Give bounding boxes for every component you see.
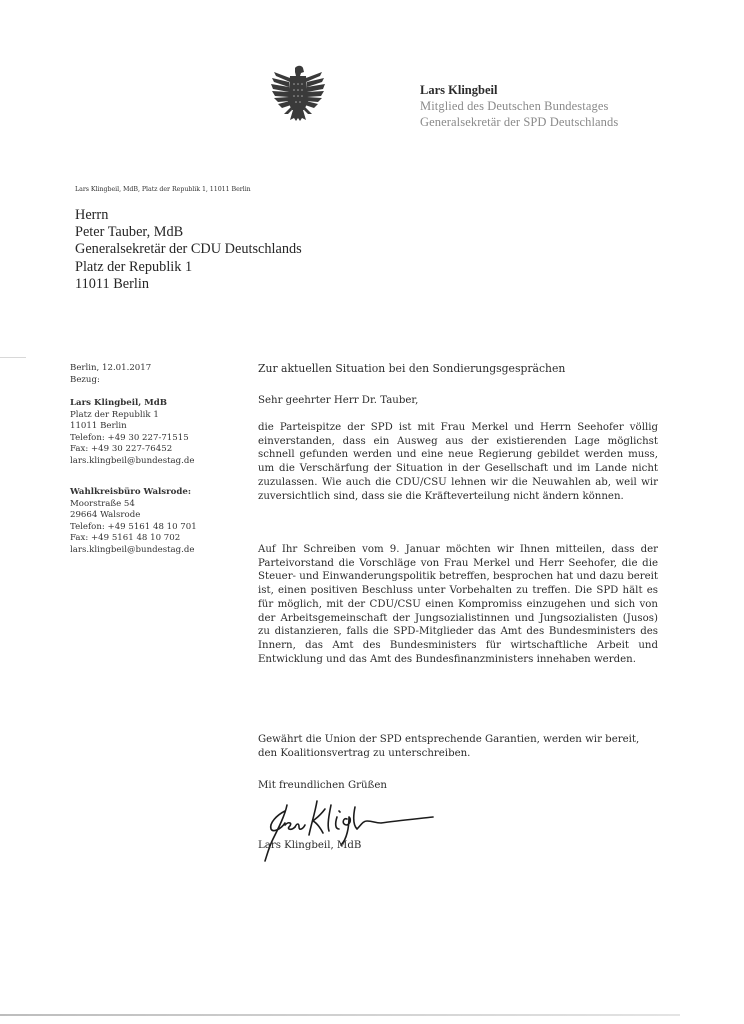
reference-label: Bezug: bbox=[70, 374, 100, 385]
letter-date: Berlin, 12.01.2017 bbox=[70, 363, 152, 373]
walsrode-office-block bbox=[70, 487, 197, 557]
walsrode-office-heading: Wahlkreisbüro Walsrode: bbox=[70, 487, 192, 497]
berlin-office-phone: Telefon: +49 30 227-71515 bbox=[70, 432, 189, 443]
letter-closing: Mit freundlichen Grüßen bbox=[258, 780, 387, 791]
letterhead-name: Lars Klingbeil bbox=[420, 83, 498, 97]
berlin-office-fax: Fax: +49 30 227-76452 bbox=[70, 444, 173, 455]
recipient-city: 11011 Berlin bbox=[75, 275, 149, 292]
recipient-street: Platz der Republik 1 bbox=[75, 258, 193, 275]
recipient-name: Peter Tauber, MdB bbox=[75, 224, 184, 241]
walsrode-office-phone: Telefon: +49 5161 48 10 701 bbox=[70, 521, 197, 532]
body-paragraph-2 bbox=[258, 543, 658, 666]
berlin-office-email: lars.klingbeil@bundestag.de bbox=[70, 455, 195, 466]
walsrode-office-street: Moorstraße 54 bbox=[70, 498, 135, 509]
berlin-office-city: 11011 Berlin bbox=[70, 421, 127, 432]
body-paragraph-3 bbox=[258, 733, 658, 760]
paragraph-text: die Parteispitze der SPD ist mit Frau Merkel und Herrn Seehofer völlig einverstanden, dass ein Ausweg aus der existierenden Lage möglichst schnell gefunden werden und eine neue Regierung gebildet werden muss, um die Verschärfung der Situation in der Gesellschaft und im Lande nicht zuzulassen. Wie auch die CDU/CSU lehnen wir die Neuwahlen ab, weil wir zuversichtlich sind, dass sie die Kräfteverteilung nicht ändern können. bbox=[258, 422, 658, 502]
letterhead-title-2: Generalsekretär der SPD Deutschlands bbox=[420, 115, 619, 129]
walsrode-office-email: lars.klingbeil@bundestag.de bbox=[70, 544, 195, 555]
recipient-salutation: Herrn bbox=[75, 207, 109, 223]
date-reference-block bbox=[70, 363, 151, 386]
handwritten-signature-icon bbox=[255, 795, 445, 865]
federal-eagle-icon bbox=[270, 64, 326, 124]
recipient-address bbox=[75, 207, 302, 293]
berlin-office-street: Platz der Republik 1 bbox=[70, 409, 159, 420]
sender-return-address: Lars Klingbeil, MdB, Platz der Republik 1, 11011 Berlin bbox=[75, 186, 251, 193]
walsrode-office-city: 29664 Walsrode bbox=[70, 510, 141, 521]
letterhead-title-1: Mitglied des Deutschen Bundestages bbox=[420, 99, 609, 113]
letter-subject: Zur aktuellen Situation bei den Sondierungsgesprächen bbox=[258, 362, 566, 375]
walsrode-office-fax: Fax: +49 5161 48 10 702 bbox=[70, 533, 181, 544]
letter-salutation: Sehr geehrter Herr Dr. Tauber, bbox=[258, 395, 419, 406]
scan-edge-line bbox=[0, 1014, 680, 1016]
paragraph-text: Auf Ihr Schreiben vom 9. Januar möchten wir Ihnen mitteilen, dass der Parteivorstand die Vorschläge von Frau Merkel und Herr Seehofer, die die Steuer- und Einwanderungspolitik betreffen, besprochen hat und dazu bereit ist, einen positiven Beschluss unter Vorbehalten zu treffen. Die SPD hält es für möglich, mit der CDU/CSU einen Kompromiss einzugehen und sich von der Arbeitsgemeinschaft der Jungsozialistinnen und Jungsozialisten (Jusos) zu distanzieren, falls die SPD-Mitglieder das Amt des Bundesministers des Innern, das Amt des Bundesministers für wirtschaftliche Arbeit und Entwicklung und das Amt des Bundesfinanzministers innehaben werden. bbox=[258, 544, 658, 665]
signatory-name: Lars Klingbeil, MdB bbox=[258, 840, 362, 851]
berlin-office-heading: Lars Klingbeil, MdB bbox=[70, 398, 167, 408]
berlin-office-block bbox=[70, 398, 195, 468]
recipient-title: Generalsekretär der CDU Deutschlands bbox=[75, 241, 302, 258]
fold-mark bbox=[0, 357, 26, 358]
paragraph-text: Gewährt die Union der SPD entsprechende Garantien, werden wir bereit, den Koalitionsvertrag zu unterschreiben. bbox=[258, 734, 640, 759]
body-paragraph-1 bbox=[258, 421, 658, 503]
